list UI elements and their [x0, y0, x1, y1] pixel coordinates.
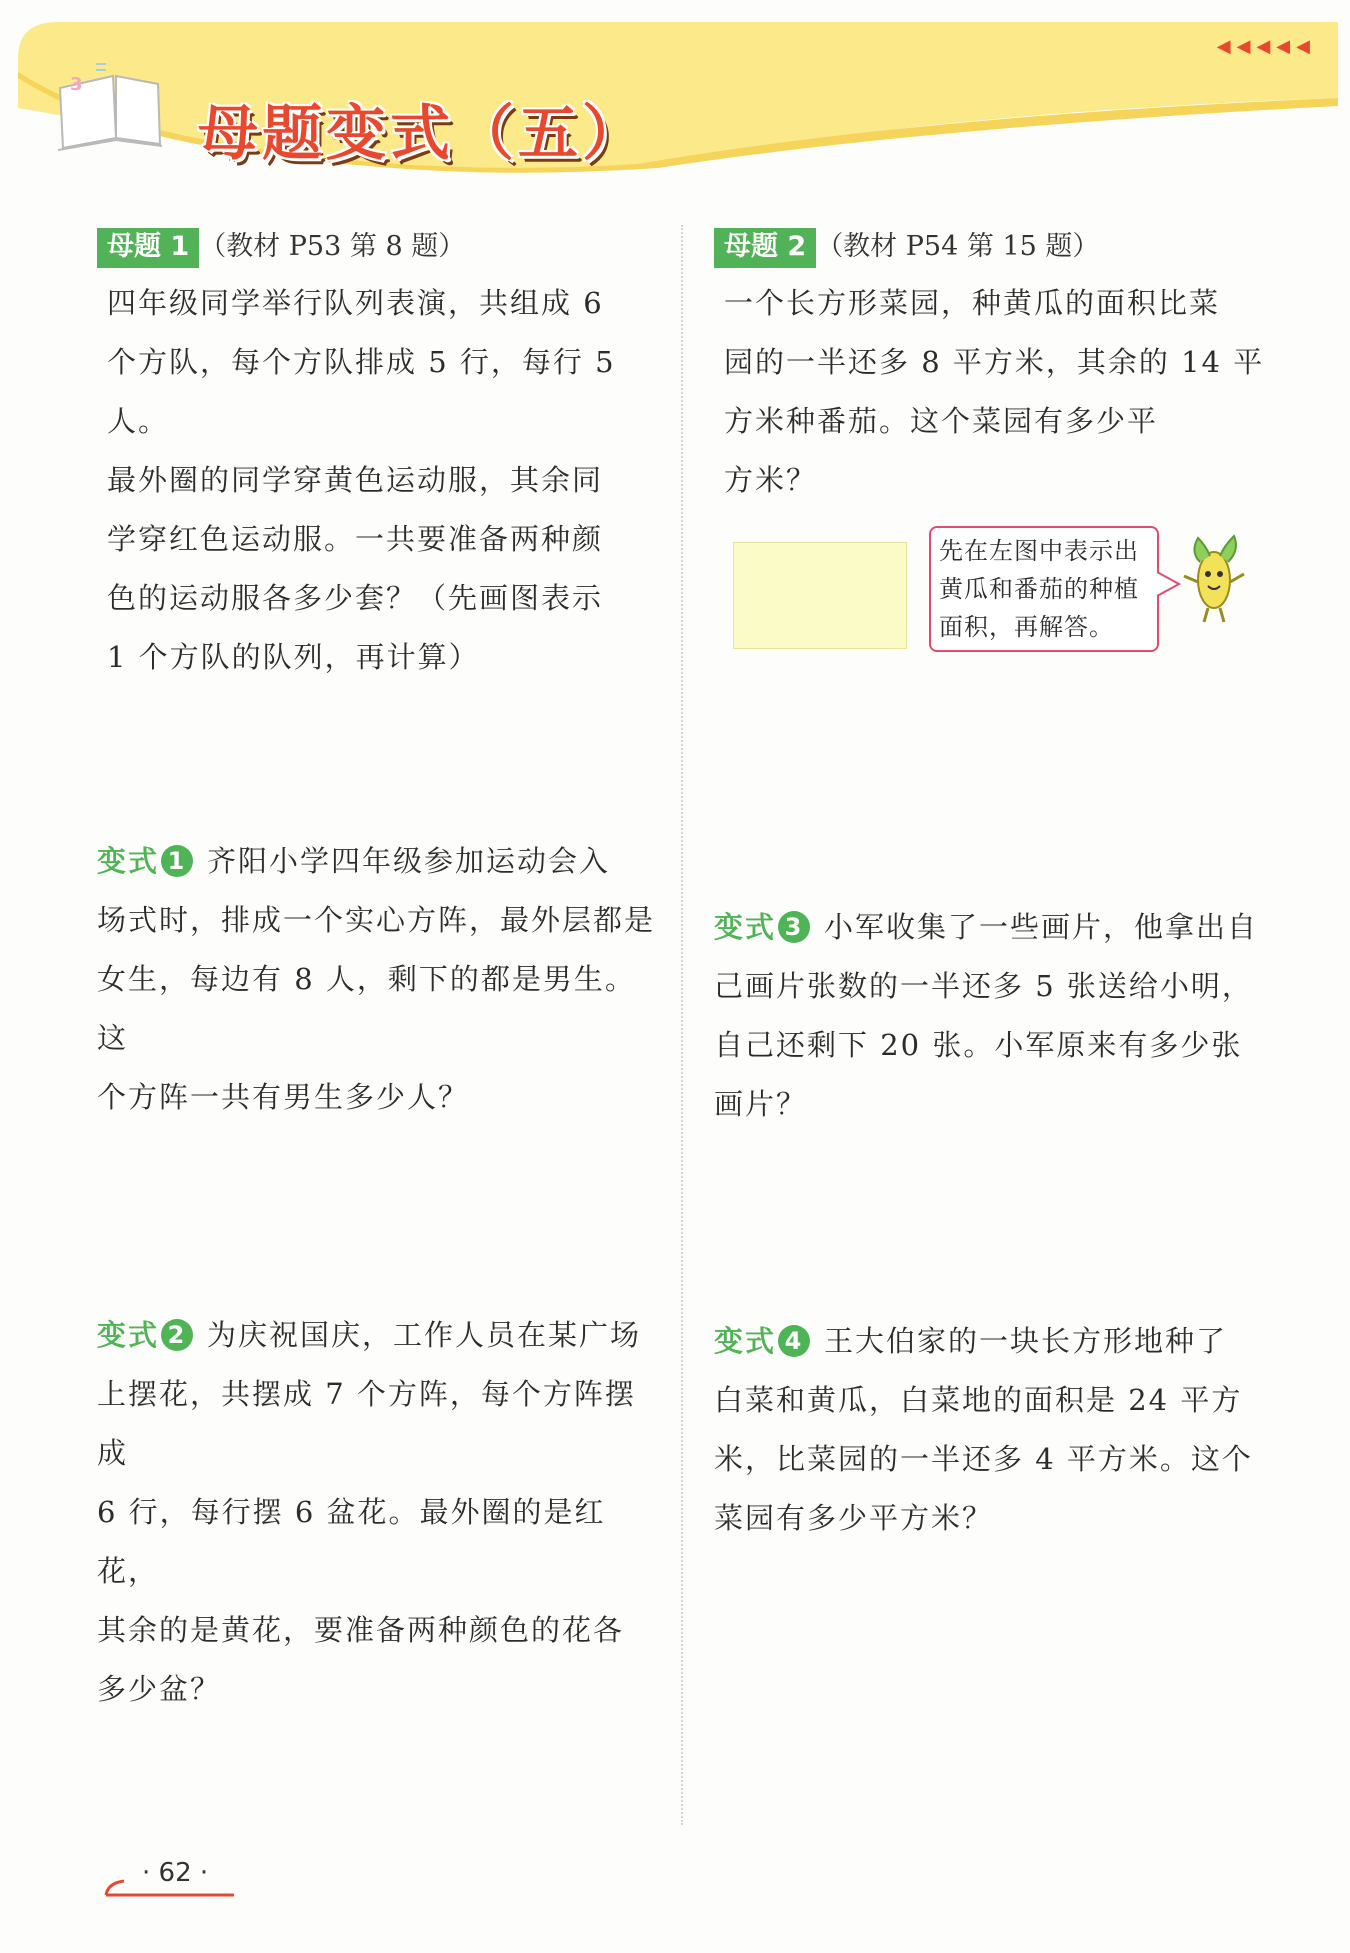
drawing-rectangle[interactable] — [733, 542, 907, 649]
problem-line: 1 个方队的队列，再计算） — [107, 640, 480, 674]
hint-line: 面积，再解答。 — [939, 613, 1114, 641]
hint-speech-bubble — [929, 526, 1159, 652]
problem-line: 最外圈的同学穿黄色运动服，其余同 — [107, 463, 604, 497]
problem-line: 白菜和黄瓜，白菜地的面积是 24 平方 — [714, 1383, 1243, 1417]
mother-problem-tag: 母题 2 — [714, 228, 816, 268]
variant-problem-3 — [714, 898, 1274, 1134]
problem-line: 王大伯家的一块长方形地种了 — [824, 1324, 1228, 1358]
variant-number-badge: 2 — [161, 1319, 193, 1351]
problem-line: 学穿红色运动服。一共要准备两种颜 — [107, 522, 604, 556]
variant-problem-2 — [97, 1306, 657, 1719]
mother-problem-2 — [714, 224, 1274, 510]
mother-problem-1 — [97, 224, 657, 687]
hint-line: 先在左图中表示出 — [939, 537, 1139, 565]
problem-line: 菜园有多少平方米？ — [714, 1501, 994, 1535]
problem-line: 6 行，每行摆 6 盆花。最外圈的是红花， — [97, 1495, 606, 1588]
problem-line: 为庆祝国庆，工作人员在某广场 — [207, 1318, 642, 1352]
decorative-arrows-icon: ◀◀◀◀◀ — [1216, 36, 1316, 57]
column-divider — [681, 225, 683, 1825]
problem-line: 园的一半还多 8 平方米，其余的 14 平 — [724, 345, 1265, 379]
variant-label: 变式 — [97, 844, 160, 878]
svg-text:3: 3 — [70, 74, 83, 95]
textbook-reference: （教材 P53 第 8 题） — [199, 231, 466, 262]
hint-line: 黄瓜和番茄的种植 — [939, 575, 1139, 603]
variant-problem-1 — [97, 832, 657, 1127]
variant-number-badge: 3 — [778, 911, 810, 943]
variant-number-badge: 4 — [778, 1325, 810, 1357]
problem-line: 四年级同学举行队列表演，共组成 6 — [107, 286, 604, 320]
variant-label: 变式 — [97, 1318, 160, 1352]
problem-line: 齐阳小学四年级参加运动会入 — [207, 844, 611, 878]
page-number: · 62 · — [142, 1858, 209, 1888]
problem-line: 其余的是黄花，要准备两种颜色的花各 — [97, 1613, 625, 1647]
problem-line: 上摆花，共摆成 7 个方阵，每个方阵摆成 — [97, 1377, 636, 1470]
problem-line: 色的运动服各多少套？（先画图表示 — [107, 581, 604, 615]
problem-line: 一个长方形菜园，种黄瓜的面积比菜 — [724, 286, 1221, 320]
variant-label: 变式 — [714, 1324, 777, 1358]
page-title: 母题变式（五） — [198, 99, 646, 169]
problem-line: 多少盆？ — [97, 1672, 222, 1706]
problem-line: 方米？ — [724, 463, 818, 497]
problem-line: 方米种番茄。这个菜园有多少平 — [724, 404, 1159, 438]
corn-mascot-icon — [1180, 532, 1250, 624]
variant-label: 变式 — [714, 910, 777, 944]
problem-line: 己画片张数的一半还多 5 张送给小明， — [714, 969, 1253, 1003]
textbook-reference: （教材 P54 第 15 题） — [816, 231, 1100, 262]
problem-line: 个方阵一共有男生多少人？ — [97, 1080, 470, 1114]
problem-line: 小军收集了一些画片，他拿出自 — [824, 910, 1259, 944]
mother-problem-tag: 母题 1 — [97, 228, 199, 268]
problem-line: 女生，每边有 8 人，剩下的都是男生。这 — [97, 962, 636, 1055]
header-banner — [18, 18, 1338, 188]
variant-problem-4 — [714, 1312, 1274, 1548]
problem-line: 个方队，每个方队排成 5 行，每行 5 人。 — [107, 345, 616, 438]
variant-number-badge: 1 — [161, 845, 193, 877]
problem-line: 自己还剩下 20 张。小军原来有多少张 — [714, 1028, 1243, 1062]
problem-line: 米，比菜园的一半还多 4 平方米。这个 — [714, 1442, 1253, 1476]
problem-line: 场式时，排成一个实心方阵，最外层都是 — [97, 903, 656, 937]
problem-line: 画片？ — [714, 1087, 808, 1121]
